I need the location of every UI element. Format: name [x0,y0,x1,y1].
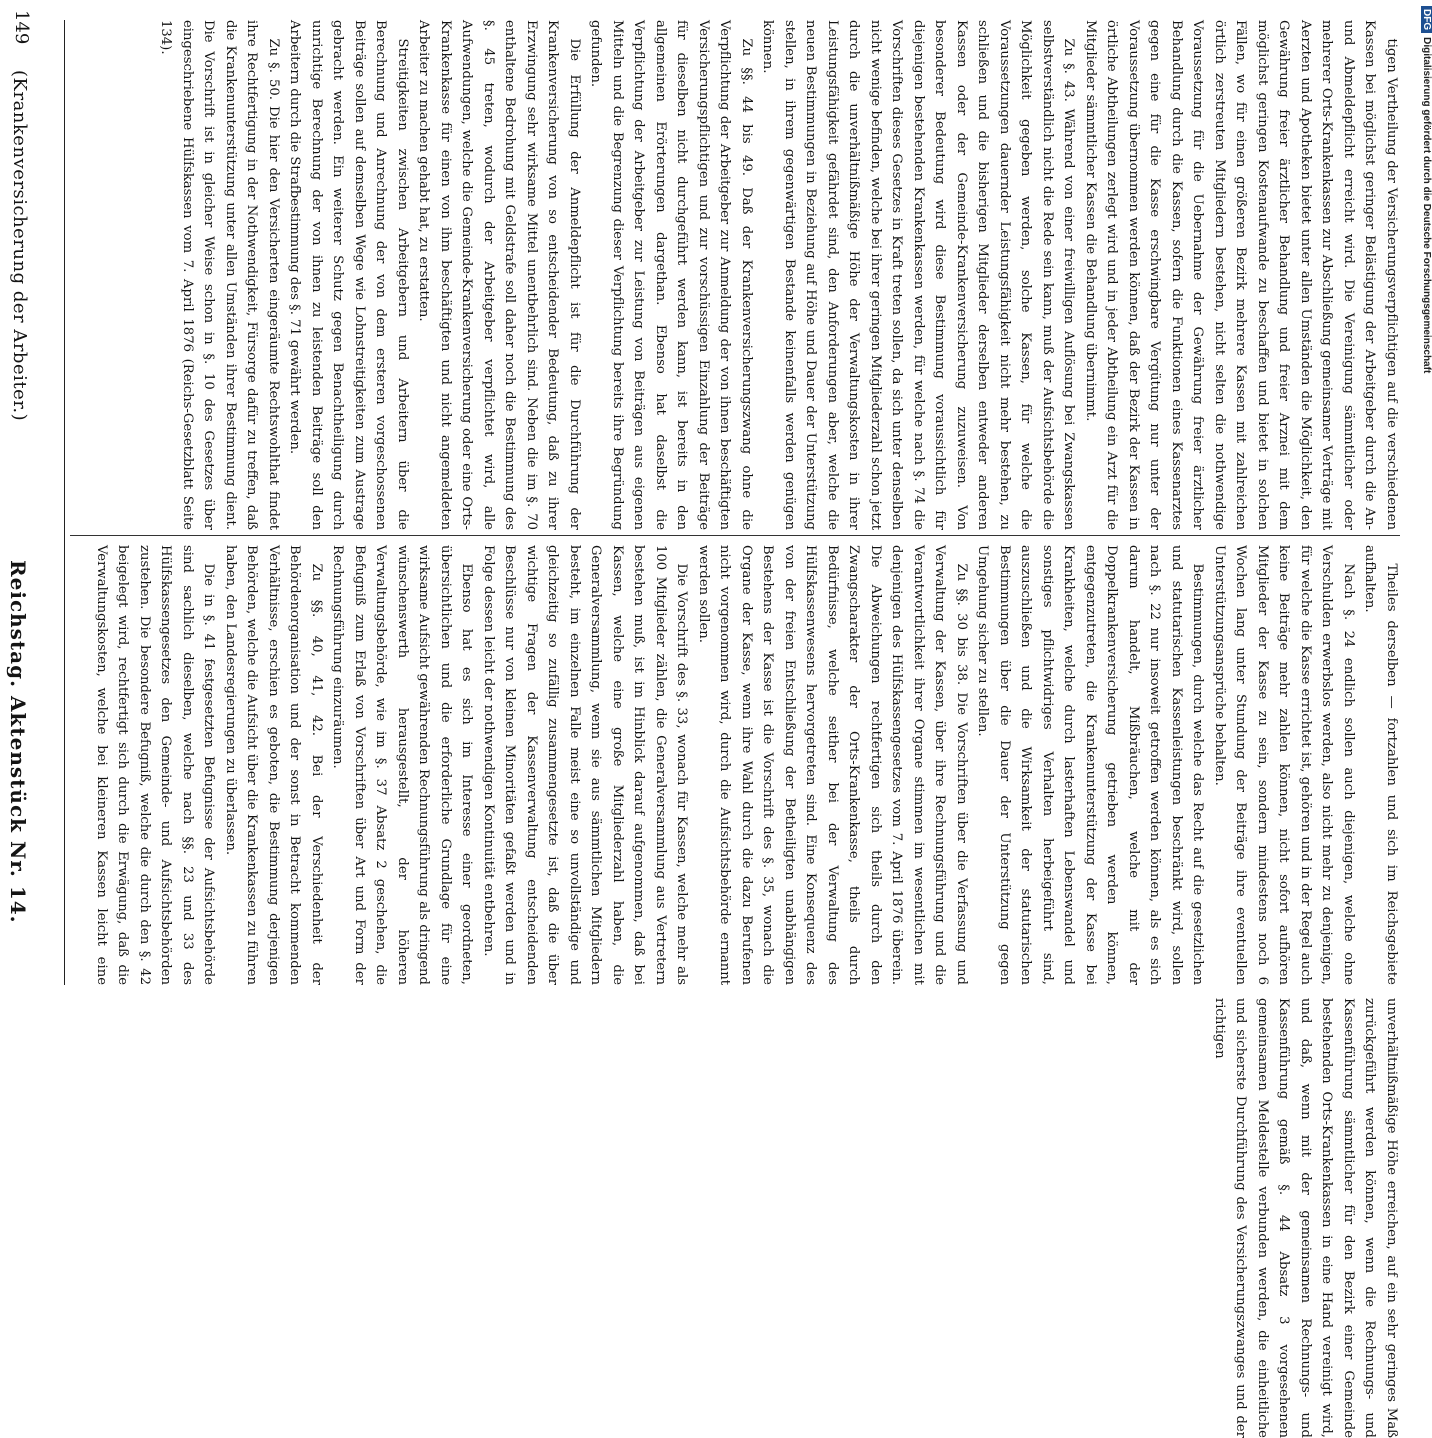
paragraph: Bestimmungen, durch welche das Recht auf die gesetzlichen und statutarischen Kassenleistungen beschränkt wird, sollen nach §. 22 nur insoweit getroffen werden können, als es sich darum handelt, Mißbräuchen, welche mit der Doppelkrankenversicherung getrieben werden können, entgegenzutreten, die Krankenunterstützung der Kasse bei Krankheiten, welche durch lasterhaften Lebenswandel und sonstiges pflichtwidriges Verhalten herbeigeführt sind, auszuschließen und die Wirksamkeit der statutarischen Bestimmungen über die Dauer der Unterstützung gegen Umgehung sicher zu stellen. [975,545,1206,985]
paragraph: Zu §§. 30 bis 38. Die Vorschriften über die Verfassung und Verwaltung der Kassen, über ihre Rechnungsführung und die Verantwortlichkeit ihrer Organe stimmen im wesentlichen mit denjenigen des Hülfskassengesetzes vom 7. April 1876 überein. Die Abweichungen rechtfertigen sich theils durch den Zwangscharakter der Orts-Krankenkasse, theils durch Bedürfnisse, welche seither bei der Verwaltung des Hülfskassenwesens hervorgetreten sind. Eine Konsequenz des von der freien Entschließung der Betheiligten unabhängigen Bestehens der Kasse ist die Vorschrift des §. 35, wonach die Organe der Kasse, wenn ihre Wahl durch die dazu Berufenen nicht vorgenommen wird, durch die Aufsichtsbehörde ernannt werden sollen. [696,545,969,985]
paragraph: tigen Vertheilung der Versicherungsverpflichtigen auf die verschiedenen Kassen bei möglichst geringer Belästigung der Arbeitgeber durch die An- und Abmeldepflicht erreicht wird. Die Vereinigung sämmtlicher oder mehrerer Orts-Krankenkassen zur Abschließung gemeinsamer Verträge mit Aerzten und Apotheken bietet unter allen Umständen die Möglichkeit, den Gewährung freier ärztlicher Behandlung und freier Arznei mit dem möglichst geringen Kostenaufwande zu beschaffen und bietet in solchen Fällen, wo für einen größeren Bezirk mehrere Kassen mit zahlreichen örtlich zerstreuten Mitgliedern bestehen, nicht selten die nothwendige Voraussetzung für die Uebernahme der Gewährung freier ärztlicher Behandlung durch die Kassen, sofern die Funktionen eines Kassenarztes gegen eine für die Kasse erschwingbare Vergütung nur unter der Voraussetzung übernommen werden können, daß der Bezirk der Kassen in örtliche Abtheilungen zerlegt wird und in jeder Abtheilung ein Arzt für die Mitglieder sämmtlicher Kassen die Behandlung übernimmt. [1083,20,1399,530]
column-body [72,20,1402,530]
paragraph: Zu §§. 44 bis 49. Daß der Krankenversicherungszwang ohne die Verpflichtung der Arbeitgeber zur Anmeldung der von ihnen beschäftigten Versicherungspflichtigen und zur vorschüssigen Einzahlung der Beiträge für dieselben nicht durchgeführt werden kann, ist bereits in den allgemeinen Erörterungen dargethan. Ebenso hat daselbst die Verpflichtung der Arbeitgeber zur Leistung von Beiträgen aus eigenen Mitteln und die Begrenzung dieser Verpflichtung bereits ihre Begründung gefunden. [588,20,754,530]
running-head [0,0,70,1000]
text-column-lower [72,545,1402,1438]
paragraph: Die in §. 41 festgesetzten Befugnisse der Aufsichtsbehörde sind sachlich dieselben, welche nach §§. 23 und 33 des Hülfskassengesetzes den Gemeinde- und Aufsichtsbehörden zustehen. Die besondere Befugniß, welche die durch den §. 42 beigelegt wird, rechtfertigt sich durch die Erwägung, daß die Verwaltungskosten, welche bei kleineren Kassen leicht eine unverhältnißmäßige Höhe erreichen, auf ein sehr geringes Maß zurückgeführt werden können, wenn die Rechnungs- und Kassenführung sämmtlicher für den Bezirk einer Gemeinde bestehenden Orts-Krankenkassen in eine Hand vereinigt wird, und daß, wenn mit der gemeinsamen Rechnungs- und Kassenführung gemäß §. 44 Absatz 3 vorgesehenen gemeinsamen Meldestelle verbunden werden, die einheitliche und sicherste Durchführung des Versicherungszwanges und der richtigen [94,545,1399,1438]
section-title: (Krankenversicherung der Arbeiter.) [9,70,30,422]
paragraph: Die Erfüllung der Anmeldepflicht ist für die Durchführung der Krankenversicherung von so entscheidender Bedeutung, daß zu ihrer Erzwingung sehr wirksame Mittel unentbehrlich sind. Neben die im §. 70 enthaltene Bedrohung mit Geldstrafe soll daher noch die Bestimmung des §. 45 treten, wodurch der Arbeitgeber verpflichtet wird, alle Aufwendungen, welche die Gemeinde-Krankenversicherung oder eine Orts-Krankenkasse für einen von ihm beschäftigten und nicht angemeldeten Arbeiter zu machen gehabt hat, zu erstatten. [416,20,582,530]
paragraph: Zu §§. 40, 41, 42. Bei der Verschiedenheit der Behördenorganisation und der sonst in Betracht kommenden Verhältnisse, erschien es geboten, die Bestimmung derjenigen Behörden, welche die Aufsicht über die Krankenkassen zu führen haben, den Landesregierungen zu überlassen. [223,545,324,985]
page-number: 149 [11,10,32,45]
column-body [72,545,1402,1438]
paragraph: Ebenso hat es sich im Interesse einer geordneten, übersichtlichen und die erforderliche Grundlage für eine wirksame Aufsicht gewährenden Rechnungsführung als dringend wünschenswerth herausgestellt, der höheren Verwaltungsbehörde, wie im §. 37 Absatz 2 geschehen, die Befugniß zum Erlaß von Vorschriften über Art und Form der Rechnungsführung einzuräumen. [330,545,475,985]
document-reference: Reichstag. Aktenstück Nr. 14. [6,560,30,924]
column-divider [70,535,1400,536]
header-rule [64,20,65,985]
paragraph: Zu §. 50. Die hier den Versicherten eingeräumte Rechtswohlthat findet ihre Rechtfertigung in der Nothwendigkeit, Fürsorge dafür zu treffen, daß die Krankenunterstützung unter allen Umständen ihrer Bestimmung dient. Die Vorschrift ist in gleicher Weise schon in §. 10 des Gesetzes über eingeschriebene Hülfskassen vom 7. April 1876 (Reichs-Gesetzblatt Seite 134). [158,20,281,530]
paragraph: Zu §. 43. Während von einer freiwilligen Auflösung bei Zwangskassen selbstverständlich nicht die Rede sein kann, muß der Aufsichtsbehörde die Möglichkeit gegeben werden, solche Kassen, für welche die Voraussetzungen dauernder Leistungsfähigkeit nicht mehr bestehen, zu schließen und die bisherigen Mitglieder derselben entweder anderen Kassen oder der Gemeinde-Krankenversicherung zuzuweisen. Von besonderer Bedeutung wird diese Bestimmung voraussichtlich für diejenigen bestehenden Krankenkassen werden, für welche nach §. 74 die Vorschriften dieses Gesetzes in Kraft treten sollen, da sich unter denselben nicht wenige befinden, welche bei ihrer geringen Mitgliederzahl schon jetzt durch die unverhältnißmäßige Höhe der Verwaltungskosten in ihrer Leistungsfähigkeit gefährdet sind, den Anforderungen aber, welche die neuen Bestimmungen in Beziehung auf Höhe und Dauer der Unterstützung stellen, in ihrem gegenwärtigen Bestande keinenfalls werden genügen können. [760,20,1077,530]
credit-text: Digitalisierung gefördert durch die Deutsche Forschungsgemeinschaft [1421,37,1432,374]
paragraph: Nach §. 24 endlich sollen auch diejenigen, welche ohne Verschulden erwerbslos werden, also nicht mehr zu denjenigen, für welche die Kasse errichtet ist, gehören und in der Regel auch keine Beiträge mehr zahlen können, nicht sofort aufhören Mitglieder der Kasse zu sein, sondern mindestens noch 6 Wochen lang unter Stundung der Beiträge ihre eventuellen Unterstützungsansprüche behalten. [1212,545,1356,985]
digitization-credit [1416,0,1432,1000]
text-column-upper [72,20,1402,530]
paragraph: Die Vorschrift des §. 33, wonach für Kassen, welche mehr als 100 Mitglieder zählen, die Generalversammlung aus Vertretern bestehen muß, ist im Hinblick darauf aufgenommen, daß bei Kassen, welche eine große Mitgliederzahl haben, die Generalversammlung, wenn sie aus sämmtlichen Mitgliedern besteht, im einzelnen Falle meist eine so unvollständige und gleichzeitig so zufällig zusammengesetzte ist, daß die über wichtige Fragen der Kassenverwaltung entscheidenden Beschlüsse nur von kleinen Minoritäten gefaßt werden und in Folge dessen leicht der nothwendigen Kontinuität entbehren. [481,545,690,985]
credit-line [1421,6,1432,373]
dfg-logo: DFG [1421,6,1432,33]
paragraph: Theiles derselben — fortzahlen und sich im Reichsgebiete aufhalten. [1362,545,1399,985]
paragraph: Streitigkeiten zwischen Arbeitgebern und Arbeitern über die Berechnung und Anrechnung der von dem ersteren vorgeschossenen Beiträge sollen auf demselben Wege wie Lohnstreitigkeiten zum Austrage gebracht werden. Ein weiterer Schutz gegen Benachtheiligung durch unrichtige Berechnung der von ihnen zu leistenden Beiträge soll den Arbeitern durch die Strafbestimmung des §. 71 gewährt werden. [287,20,410,530]
